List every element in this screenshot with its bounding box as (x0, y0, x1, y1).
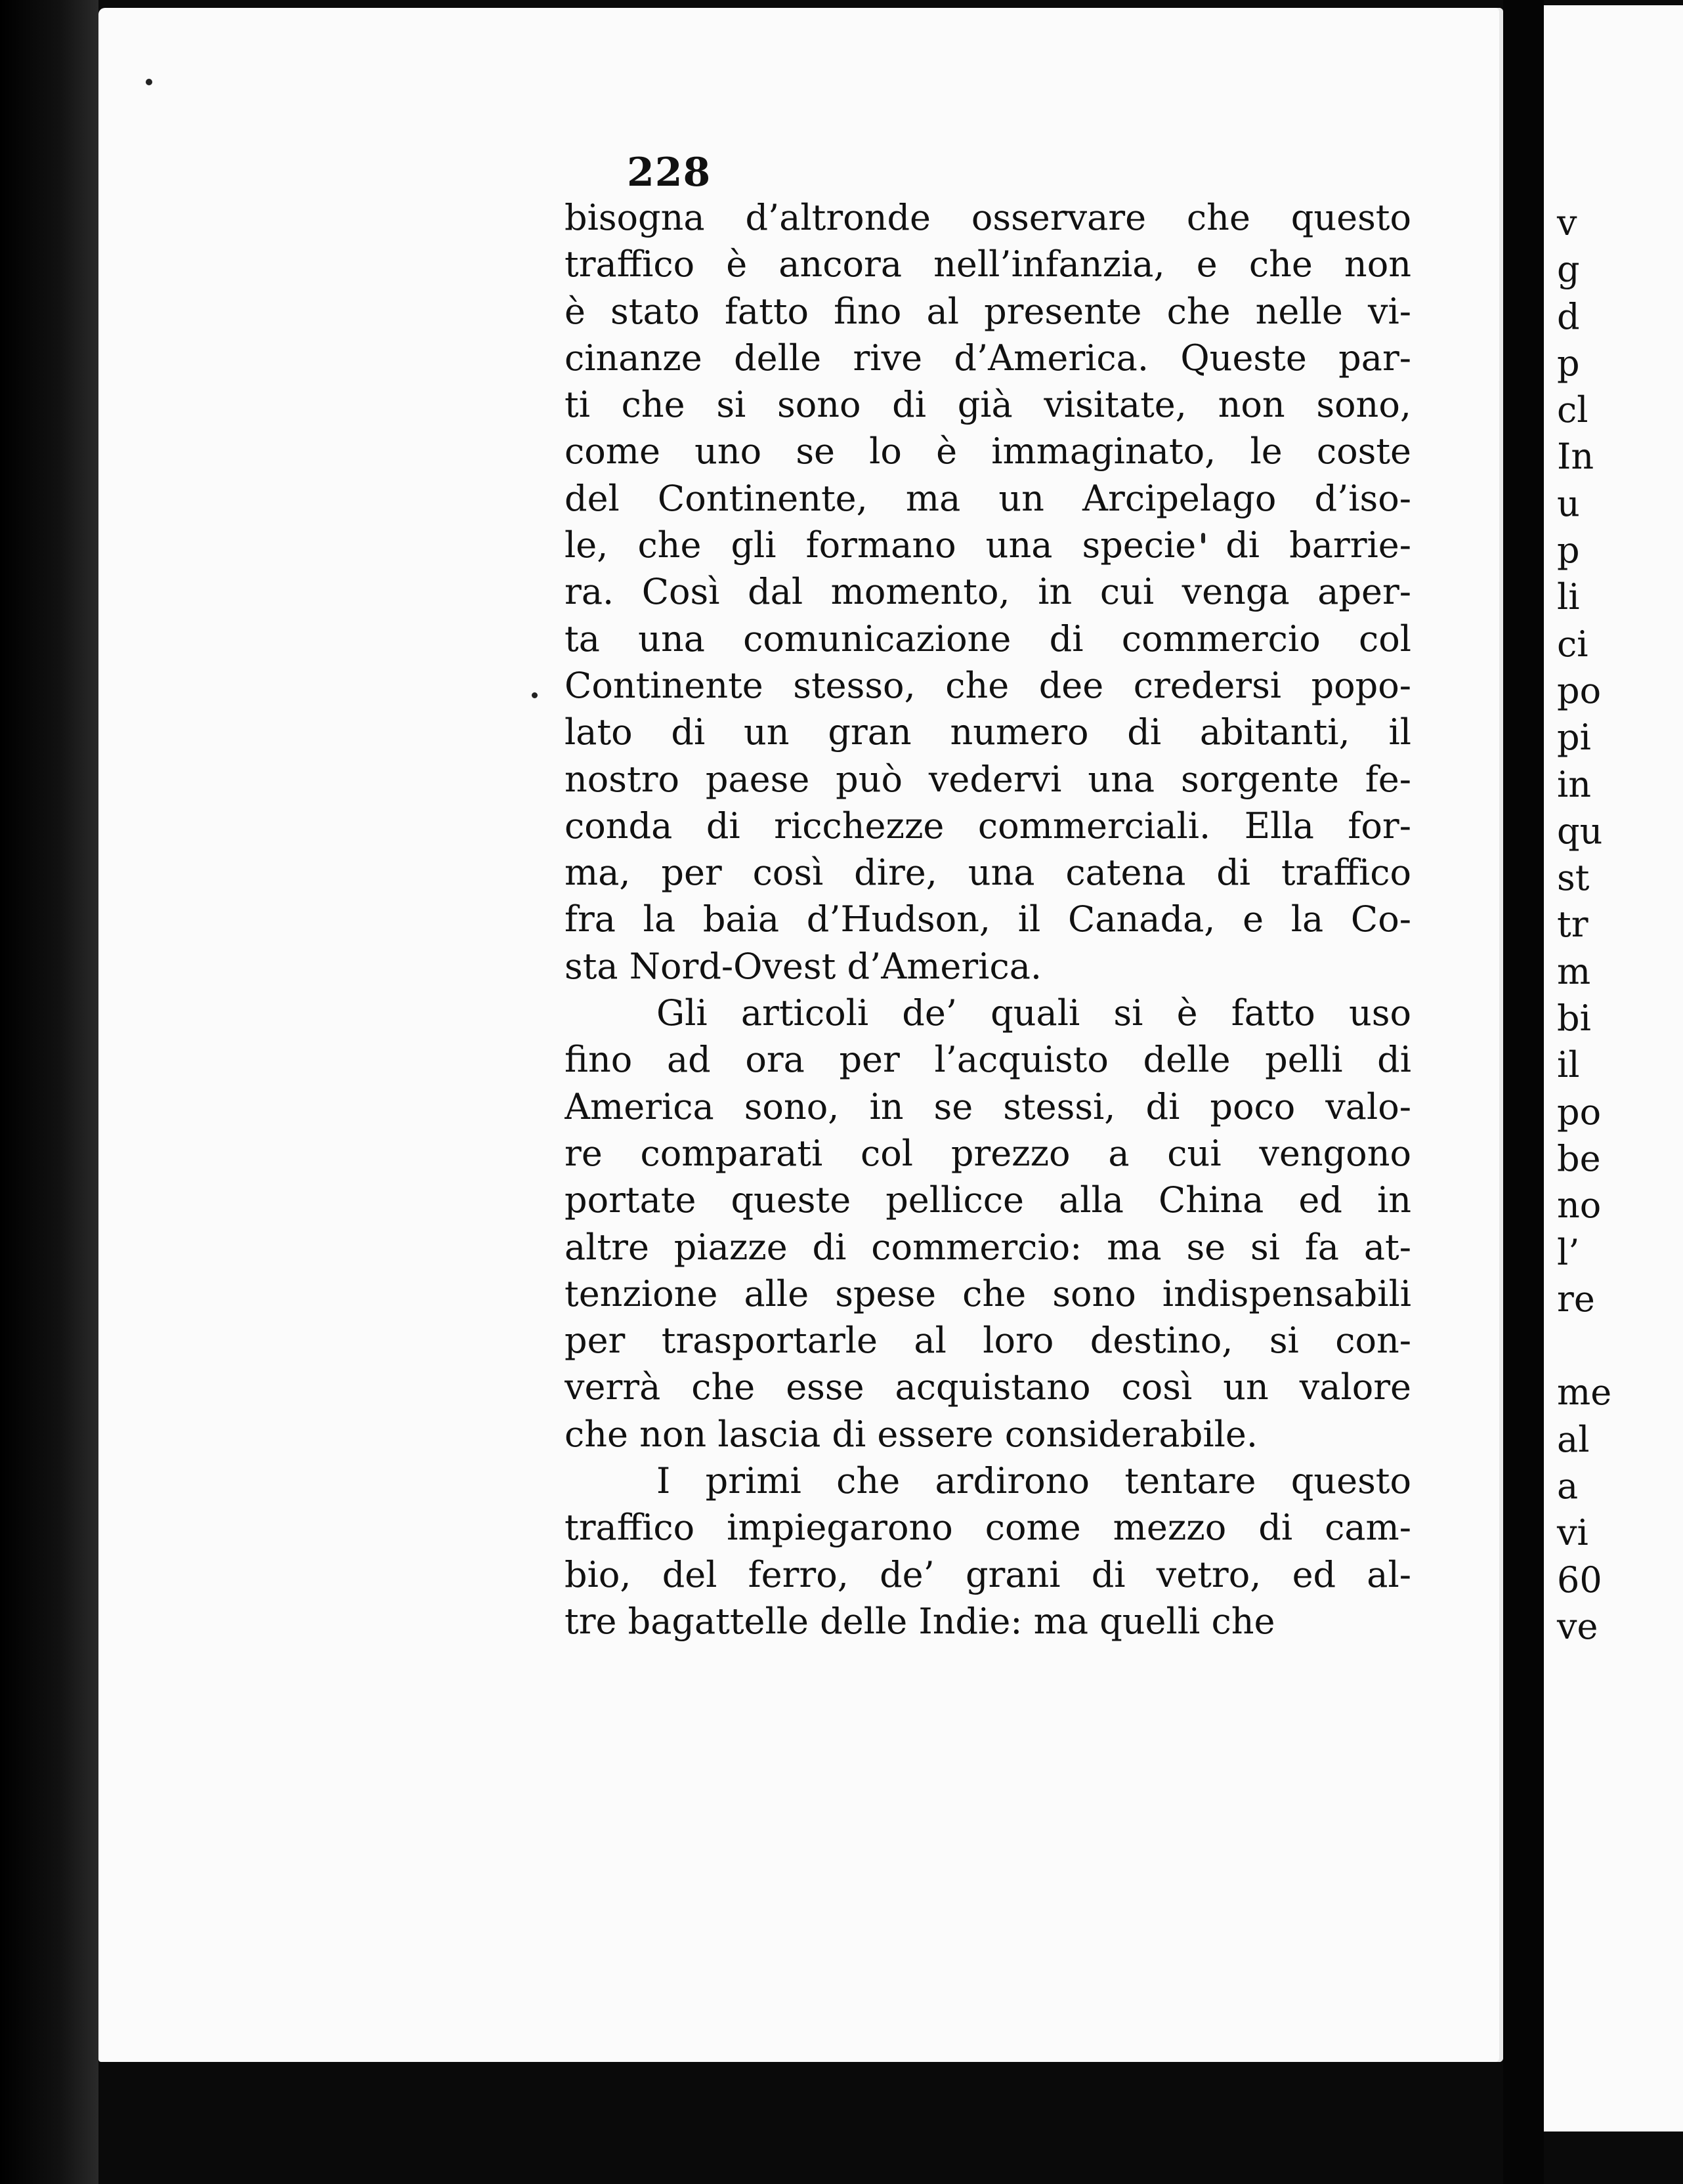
facing-page-line-fragment: u (1557, 482, 1580, 524)
facing-page-text (1544, 200, 1683, 1650)
facing-page-line-fragment: d (1557, 295, 1580, 337)
text-line: per trasportarle al loro destino, si con- (565, 1320, 1411, 1362)
facing-page-line-fragment: pi (1557, 717, 1591, 759)
facing-page-line-fragment: po (1557, 1091, 1602, 1133)
body-text (565, 194, 1411, 1645)
facing-page-line-fragment: a (1557, 1465, 1579, 1507)
right-facing-page (1544, 5, 1683, 2132)
text-line: bio, del ferro, de’ grani di vetro, ed al- (565, 1553, 1411, 1595)
facing-page-line-fragment: no (1557, 1185, 1602, 1227)
text-line: che non lascia di essere considerabile. (565, 1413, 1258, 1455)
text-line: re comparati col prezzo a cui vengono (565, 1132, 1411, 1174)
text-line: nostro paese può vedervi una sorgente fe- (565, 758, 1411, 800)
text-line: ti che si sono di già visitate, non sono, (565, 384, 1411, 426)
facing-page-line-fragment: m (1557, 950, 1591, 992)
text-line: portate queste pellicce alla China ed in (565, 1179, 1411, 1221)
facing-page-line-fragment: in (1557, 763, 1592, 805)
facing-page-line-fragment: g (1557, 249, 1580, 291)
facing-page-line-fragment: be (1557, 1137, 1601, 1179)
text-line: tre bagattelle delle Indie: ma quelli che (565, 1600, 1275, 1642)
text-line: I primi che ardirono tentare questo (656, 1460, 1411, 1502)
facing-page-line-fragment: re (1557, 1278, 1595, 1320)
text-line: lato di un gran numero di abitanti, il (565, 711, 1411, 753)
text-line: del Continente, ma un Arcipelago d’iso- (565, 477, 1411, 519)
facing-page-line-fragment: st (1557, 857, 1590, 899)
text-line: Continente stesso, che dee credersi popo- (565, 664, 1411, 706)
facing-page-line-fragment: l’ (1557, 1231, 1580, 1273)
text-line: traffico impiegarono come mezzo di cam- (565, 1507, 1411, 1549)
facing-page-line-fragment: li (1557, 576, 1580, 618)
page-number: 228 (627, 150, 712, 196)
text-line: le, che gli formano una specie di barrie- (565, 524, 1411, 566)
facing-page-line-fragment: bi (1557, 998, 1591, 1040)
facing-page-line-fragment: cl (1557, 389, 1588, 431)
text-line: altre piazze di commercio: ma se si fa at- (565, 1226, 1411, 1268)
text-line: fino ad ora per l’acquisto delle pelli di (565, 1039, 1411, 1081)
facing-page-line-fragment: ci (1557, 623, 1588, 665)
facing-page-line-fragment: vi (1557, 1512, 1588, 1554)
facing-page-line-fragment: me (1557, 1372, 1612, 1414)
text-line: America sono, in se stessi, di poco valo- (565, 1085, 1411, 1127)
book-gutter (1503, 0, 1544, 2184)
text-line: ma, per così dire, una catena di traffico (565, 852, 1411, 894)
ink-speck (532, 692, 538, 698)
facing-page-line-fragment: v (1557, 202, 1577, 243)
facing-page-line-fragment: In (1557, 436, 1594, 478)
facing-page-line-fragment: p (1557, 342, 1580, 384)
ink-speck (146, 79, 152, 85)
facing-page-line-fragment: p (1557, 530, 1580, 572)
text-line: conda di ricchezze commerciali. Ella for- (565, 805, 1411, 847)
text-line: è stato fatto fino al presente che nelle vi- (565, 290, 1411, 332)
facing-page-line-fragment: al (1557, 1418, 1590, 1460)
book-edge-shadow (0, 0, 98, 2184)
text-line: ra. Così dal momento, in cui venga aper- (565, 571, 1411, 613)
text-line: come uno se lo è immaginato, le coste (565, 430, 1411, 472)
facing-page-line-fragment: qu (1557, 810, 1603, 852)
facing-page-line-fragment: ve (1557, 1605, 1598, 1647)
text-line: verrà che esse acquistano così un valore (565, 1366, 1411, 1408)
text-line: cinanze delle rive d’America. Queste par- (565, 337, 1411, 379)
text-line: ta una comunicazione di commercio col (565, 618, 1411, 660)
facing-page-line-fragment: il (1557, 1044, 1580, 1086)
text-line: bisogna d’altronde osservare che questo (565, 197, 1411, 238)
facing-page-line-fragment (1544, 1322, 1683, 1369)
text-line: sta Nord-Ovest d’America. (565, 945, 1042, 987)
facing-page-line-fragment: 60 (1557, 1559, 1602, 1601)
text-line: fra la baia d’Hudson, il Canada, e la Co- (565, 898, 1411, 940)
text-line: tenzione alle spese che sono indispensabili (565, 1272, 1411, 1314)
facing-page-line-fragment: tr (1557, 904, 1588, 946)
text-line: Gli articoli de’ quali si è fatto uso (656, 992, 1411, 1034)
text-line: traffico è ancora nell’infanzia, e che non (565, 243, 1411, 285)
facing-page-line-fragment: po (1557, 669, 1602, 711)
